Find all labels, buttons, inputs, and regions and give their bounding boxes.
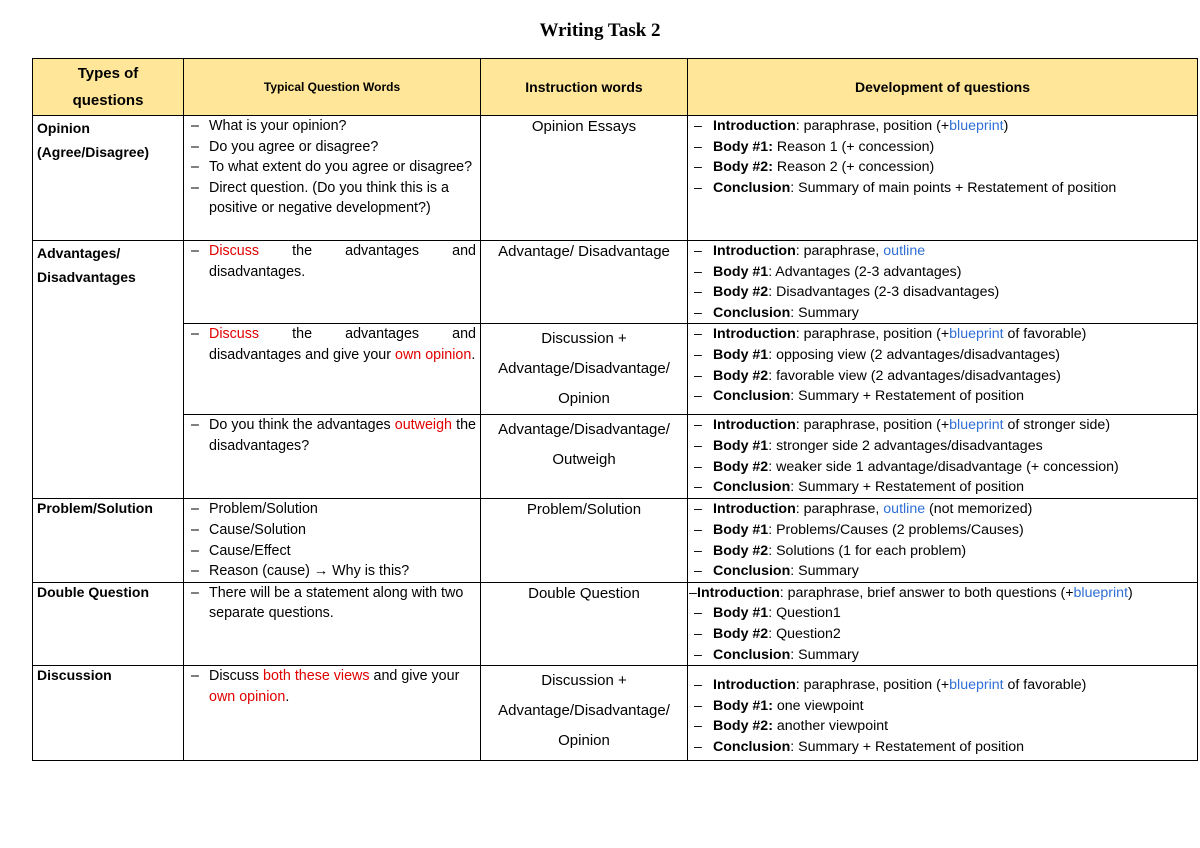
page-title: Writing Task 2 xyxy=(539,20,661,41)
instruction-cell: Opinion Essays xyxy=(481,116,688,241)
header-question-words: Typical Question Words xyxy=(184,59,481,116)
list-item: – Reason (cause) → Why is this? xyxy=(191,563,410,580)
instruction-cell: Double Question xyxy=(481,582,688,665)
list-item: – Conclusion: Summary xyxy=(694,304,859,321)
list-item: – Body #2: Question2 xyxy=(694,625,841,642)
table-row-advantages-3 xyxy=(33,415,1198,499)
list-item: – Body #2: Solutions (1 for each problem) xyxy=(694,542,967,559)
type-cell-advantages: Advantages/ Disadvantages xyxy=(33,241,184,499)
list-item: – Conclusion: Summary xyxy=(694,563,859,580)
table-row-discussion xyxy=(33,666,1198,761)
type-cell-double: Double Question xyxy=(33,582,184,665)
development-cell xyxy=(688,415,1198,499)
list-item: – Introduction: paraphrase, position (+blueprint of favorable) xyxy=(694,677,1087,694)
table-row-problem-solution xyxy=(33,499,1198,582)
list-item: – Body #2: weaker side 1 advantage/disadvantage (+ concession) xyxy=(694,458,1119,475)
development-cell xyxy=(688,116,1198,241)
list-item: – Body #1: Advantages (2-3 advantages) xyxy=(694,263,962,280)
list-item: – Discuss the advantages and disadvantages and give your own opinion. xyxy=(191,326,476,363)
list-item: – Introduction: paraphrase, outline (not memorized) xyxy=(694,501,1033,518)
development-cell xyxy=(688,241,1198,324)
development-cell xyxy=(688,582,1198,665)
list-item: – Body #1: Reason 1 (+ concession) xyxy=(694,138,935,155)
instruction-cell: Advantage/Disadvantage/ Outweigh xyxy=(481,415,688,499)
list-item: – Cause/Solution xyxy=(191,521,306,538)
table-row-advantages-1 xyxy=(33,241,1198,324)
list-item: – To what extent do you agree or disagree? xyxy=(191,159,473,176)
list-item: – Body #2: another viewpoint xyxy=(694,718,889,735)
list-item: – Cause/Effect xyxy=(191,542,291,559)
development-cell xyxy=(688,499,1198,582)
list-item: – Body #2: favorable view (2 advantages/disadvantages) xyxy=(694,367,1061,384)
list-item: – Body #1: Problems/Causes (2 problems/Causes) xyxy=(694,521,1024,538)
list-item: – Body #1: opposing view (2 advantages/disadvantages) xyxy=(694,346,1061,363)
list-item: – Direct question. (Do you think this is a positive or negative development?) xyxy=(191,179,449,217)
list-item: – There will be a statement along with two separate questions. xyxy=(191,584,464,622)
list-item: – Introduction: paraphrase, position (+blueprint of favorable) xyxy=(694,326,1087,343)
list-item: – Introduction: paraphrase, position (+blueprint) xyxy=(694,118,1009,134)
list-item: – Do you agree or disagree? xyxy=(191,138,379,155)
header-types: Types of questions xyxy=(33,59,184,116)
table-row-opinion xyxy=(33,116,1198,241)
list-item: – Body #2: Disadvantages (2-3 disadvantages) xyxy=(694,284,1000,301)
instruction-cell: Advantage/ Disadvantage xyxy=(481,241,688,324)
type-cell-discussion: Discussion xyxy=(33,666,184,761)
list-item: – Discuss the advantages and disadvantages. xyxy=(191,243,476,280)
list-item: – Body #1: stronger side 2 advantages/disadvantages xyxy=(694,437,1043,454)
list-item: – Body #1: one viewpoint xyxy=(694,697,864,714)
list-item: – Body #2: Reason 2 (+ concession) xyxy=(694,159,935,176)
table-row-advantages-2 xyxy=(33,324,1198,415)
development-cell xyxy=(688,324,1198,415)
type-cell-problem: Problem/Solution xyxy=(33,499,184,582)
instruction-cell: Discussion + Advantage/Disadvantage/ Opinion xyxy=(481,324,688,415)
list-item: – Conclusion: Summary + Restatement of position xyxy=(694,479,1025,496)
instruction-cell: Discussion + Advantage/Disadvantage/ Opinion xyxy=(481,666,688,761)
question-words-cell xyxy=(184,324,481,415)
list-item: – Conclusion: Summary of main points + Restatement of position xyxy=(694,179,1117,196)
list-item: – Discuss both these views and give your own opinion. xyxy=(191,668,460,705)
list-item: – What is your opinion? xyxy=(191,118,347,134)
question-words-cell xyxy=(184,582,481,665)
question-words-cell xyxy=(184,666,481,761)
list-item: – Conclusion: Summary + Restatement of position xyxy=(694,388,1025,405)
question-words-cell xyxy=(184,116,481,241)
list-item: – Introduction: paraphrase, position (+blueprint of stronger side) xyxy=(694,417,1111,434)
list-item: – Introduction: paraphrase, outline xyxy=(694,243,926,259)
question-words-cell xyxy=(184,241,481,324)
header-row xyxy=(33,59,1198,116)
list-item: – Introduction: paraphrase, brief answer to both questions (+blueprint) xyxy=(689,584,1133,601)
header-instruction-words: Instruction words xyxy=(481,59,688,116)
list-item: – Conclusion: Summary xyxy=(694,646,859,663)
question-words-cell xyxy=(184,499,481,582)
type-cell-opinion: Opinion (Agree/Disagree) xyxy=(33,116,184,241)
table-row-double-question xyxy=(33,582,1198,665)
writing-task-table xyxy=(32,58,1198,761)
list-item: – Body #1: Question1 xyxy=(694,605,841,622)
list-item: – Conclusion: Summary + Restatement of position xyxy=(694,738,1025,755)
development-cell xyxy=(688,666,1198,761)
list-item: – Do you think the advantages outweigh the disadvantages? xyxy=(191,417,476,454)
header-development: Development of questions xyxy=(688,59,1198,116)
instruction-cell: Problem/Solution xyxy=(481,499,688,582)
question-words-cell xyxy=(184,415,481,499)
list-item: – Problem/Solution xyxy=(191,501,318,518)
